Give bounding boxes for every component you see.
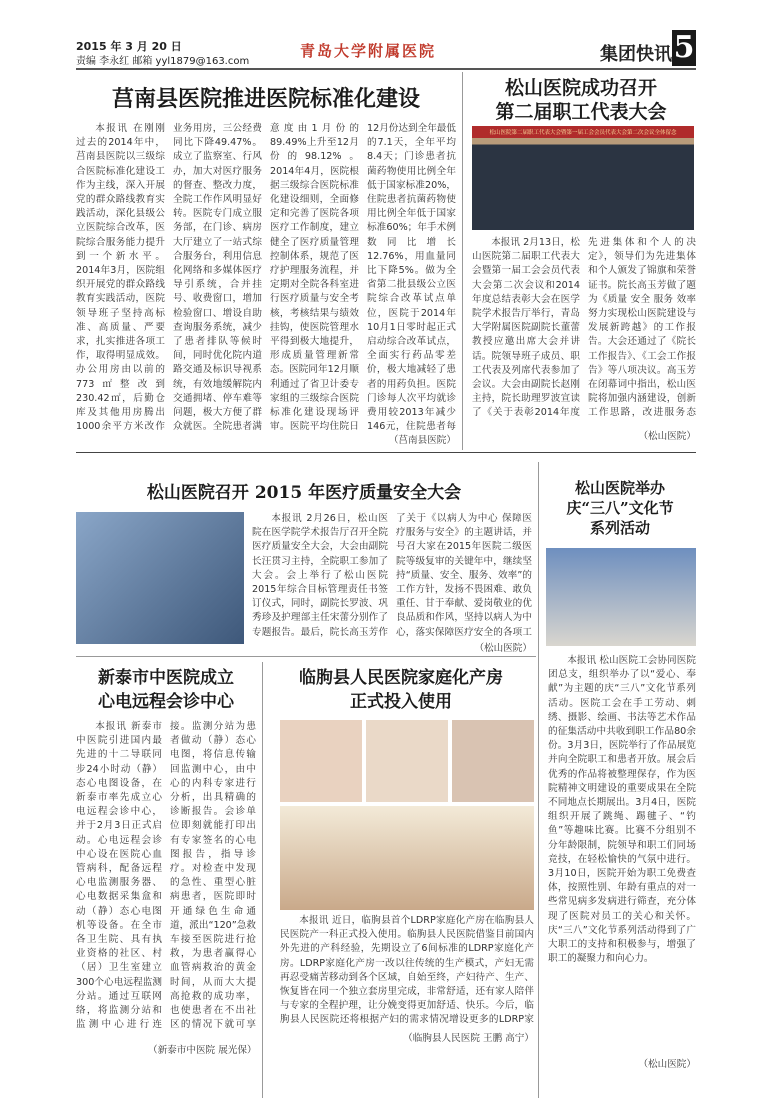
column-divider-lower [262,662,263,1098]
article4-source: （松山医院） [638,1059,696,1070]
article5-source: （新泰市中医院 展光保） [148,1045,257,1056]
article3-title: 松山医院召开 2015 年医疗质量安全大会 [146,483,462,503]
delivery-suite-photo [280,806,534,910]
festival-photo [546,548,696,646]
article2-title-line1: 松山医院成功召开 [504,77,657,99]
article2-body [472,236,696,422]
article4-title-line3: 系列活动 [589,519,650,537]
article4-body [548,654,696,1054]
article1-text: 本报讯 在刚刚过去的2014年中，莒南县医院以三级综合医院标准化建设工作为主线，深入开展党的群众路线教育实践活动，深化县级公立医院综合改革，医院综合服务能力提升到一个新水平。2014年3月，医院组织开展党的群众路线教育实践活动，医院领导班子坚持高标准、高质量、严要求，扎实推进各项工作，取得明显成效。办公用房由以前的773㎡整改到230.42㎡，后勤仓库及其他用房腾出1000余平方米改作业务用房，三公经费同比下降49.47%。成立了监察室、行风办，加大对医疗服务的督查、整改力度，全院工作作风明显好转。医院专门成立服务部，在门诊、病房大厅建立了一站式综合服务台，利用信息化网络和多媒体医疗导引系统，合并挂号、收费窗口，增加检验窗口、增设自助查询服务系统，减少了患者排队等候时间，同时优化院内道路交通及标识导视系统，有效地缓解院内交通拥堵、停车难等问题，极大方便了群众就医。全院患者满意度由1月份的89.49%上升至12月份的98.12%。2014年4月，医院根据三级综合医院标准化建设细则，全面修定和完善了医院各项医疗工作制度，建立健全了医疗质量管理控制体系，规范了医疗护理服务流程，并定期对全院各科室进行医疗质量与安全考核，考核结果与绩效挂钩，使医院管理水平得到极大地提升，形成质量管理新常态。医院同年12月顺利通过了省卫计委专家组的三级综合医院标准化建设现场评审。医院平均住院日12月份达到全年最低的7.1天，全年平均8.4天；门诊患者抗菌药物使用比例全年低于国家标准20%，住院患者抗菌药物使用比例全年低于国家标准60%；年手术例数同比增长12.76%，用血量同比下降5%。做为全省第二批县级公立医院综合改革试点单位，医院于2014年10月1日零时起正式启动综合改革试点，全面实行药品零差价，极大地减轻了患者的用药负担。医院门诊每人次平均就诊费用较2013年减少146元，住院患者每 [76,123,456,433]
section-divider [76,452,696,453]
issue-date: 2015 年 3 月 20 日 [76,40,182,53]
article5-title-line1: 新泰市中医院成立 [98,668,234,688]
page-number: 5 [673,30,695,65]
article3-source: （松山医院） [474,643,532,654]
article6-body [280,914,534,1028]
section-divider-lower [76,656,536,657]
article1-source: （莒南县医院） [388,435,456,446]
delivery-room-photo-3 [452,720,534,802]
article6-text: 本报讯 近日，临朐县首个LDRP家庭化产房在临朐县人民医院产一科正式投入使用。临朐县人民医院借鉴目前国内外先进的产科经验，先期设立了6间标准的LDRP家庭化产房。LDRP家庭化产房一改以往传统的生产模式，产妇无需再忍受痛苦移动到各个区域，自始至终，产妇待产、生产、恢复皆在同一个独立套房里完成，非常舒适，还有家人陪伴与专家的全程护理，让分娩变得更加舒适、快乐。今后，临朐县人民医院还将根据产妇的需求情况增设更多的LDRP家 [280,915,534,1026]
article4-title [544,478,696,538]
article2-text: 本报讯 2月13日，松山医院第二届职工代表大会暨第一届工会会员代表大会第二次会议和2014年度总结表彰大会在医学院学术报告厅举行，青岛大学附属医院副院长董蕾教授应邀出席大会并讲话。院领导班子成员、职工代表及列席代表参加了会议。大会由副院长赵刚主持，院长助理罗波宣读了《关于表彰2014年度先进集体和个人的决定》，领导们为先进集体和个人颁发了锦旗和荣誉证书。院长高玉芳做了题为《质量 安全 服务 效率 努力实现松山医院建设与发展新跨越》的工作报告。大会还通过了《院长工作报告》、《工会工作报告》等八项决议。高玉芳在闭幕词中指出，松山医院将加强内涵建设，创新工作思路，改进服务态 [472,237,696,419]
article4-title-line2: 庆“三八”文化节 [566,499,674,517]
article2-title-line2: 第二届职工代表大会 [495,101,667,123]
article5-title [76,666,256,714]
article1-body [76,122,456,444]
paper-name: 青岛大学附属医院 [300,42,437,60]
column-divider [462,72,463,450]
editor-info: 责编 李永红 邮箱 yyl1879@163.com [76,56,250,67]
article1-title: 莒南县医院推进医院标准化建设 [111,86,420,112]
delivery-room-photo-2 [366,720,448,802]
article4-title-line1: 松山医院举办 [574,479,665,497]
article3-body [252,512,532,640]
group-photo-banner: 松山医院第二届职工代表大会暨第一届工会会员代表大会第二次会议全体留念 [472,126,694,138]
article2-source: （松山医院） [638,431,696,442]
article6-title-line1: 临朐县人民医院家庭化产房 [299,668,503,688]
section-title: 集团快讯 [600,44,672,65]
column-divider-right [538,462,539,1098]
article5-text: 本报讯 新泰市中医院引进国内最先进的十二导联同步24小时动（静）态心电图设备，在新泰市率先成立心电远程会诊中心，并于2月3日正式启动。心电远程会诊中心设在医院心血管病科，配备远程心电监测服务器、心电数据采集盒和动（静）态心电图机等设备。在全市各卫生院、具有执业资格的社区、村（居）卫生室建立300个心电远程监测分站。通过互联网络，将监测分站和监测中心进行连接。监测分站为患者做动（静）态心电图，将信息传输回监测中心，由中心的内科专家进行分析，出具精确的诊断报告。会诊单位即刻就能打印出有专家签名的心电图报告，指导诊疗。对检查中发现的急性、重型心脏病患者，医院即时开通绿色生命通道，派出“120”急救车接至医院进行抢救，为患者赢得心血管病救治的黄金时间，从而大大提高抢救的成功率，也使患者在不出社区的情况下就可享 [76,721,256,1031]
article6-title [268,666,534,714]
article6-source: （临朐县人民医院 王鹏 高宁） [403,1033,534,1044]
article3-text: 本报讯 2月26日，松山医院在医学院学术报告厅召开全院医疗质量安全大会，大会由副院长汪贯习主持，全院职工参加了大会。会上举行了松山医院2015年综合目标管理责任书签订仪式，同时，副院长罗波、巩秀珍及护理部主任宋蕾分别作了专题报告。最后，院长高玉芳作了关于《以病人为中心 保障医疗服务与安全》的主题讲话，并号召大家在2015年医院二级医院等级复审的关键年中，继续坚持“质量、安全、服务、效率”的工作方针，发扬不畏困难、敢负重任、甘于奉献、爱岗敬业的优良品质和作风，坚持以病人为中心，落实保障医疗安全的各项工 [252,513,532,638]
header-rule [76,68,696,70]
signing-photo [76,512,244,644]
article5-body [76,720,256,1038]
article5-title-line2: 心电远程会诊中心 [98,692,234,712]
group-photo [472,126,694,230]
article2-title [466,76,696,124]
article6-title-line2: 正式投入使用 [350,692,452,712]
delivery-room-photo-1 [280,720,362,802]
article4-text: 本报讯 松山医院工会协同医院团总支，组织举办了以“爱心、奉献”为主题的庆“三八”文化节系列活动。医院工会在手工劳动、刺绣、摄影、绘画、书法等艺术作品的征集活动中共收到职工作品80余份。3月3日，医院举行了作品展览并向全院职工和患者开放。展会后优秀的作品将被整理保存，作为医院精神文明建设的重要成果在全院不同地点长期展出。3月4日，医院组织开展了跳绳、踢毽子、“钓鱼”等趣味比赛。比赛不分组别不分年龄限制，院领导和职工们同场竞技，在轻松愉快的气氛中进行。3月10日，医院开始为职工免费查体，按照性别、年龄有重点的对一些常见病多发病进行筛查，充分体现了医院对员工的关心和关怀。庆“三八”文化节系列活动得到了广大职工的支持和积极参与，增强了职工的凝聚力和向心力。 [548,655,696,965]
